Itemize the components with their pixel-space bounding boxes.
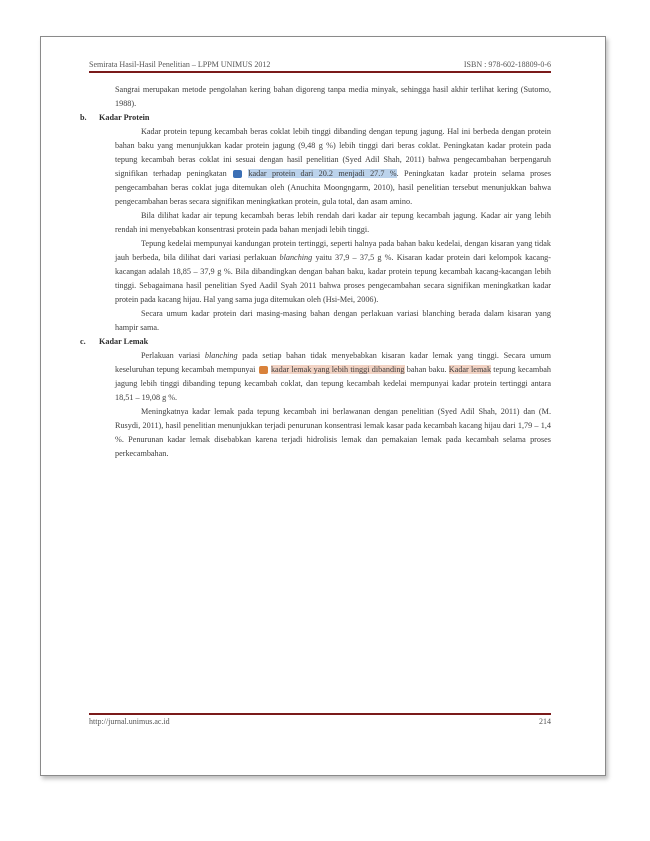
page-body[interactable]: [80, 83, 552, 461]
fat-paragraph-2[interactable]: Meningkatnya kadar lemak pada tepung kecambah ini berlawanan dengan penelitian (Syed Adil Shah, 2011) dan (M. Rusydi, 2011), hasil penelitian menunjukkan terjadi penurunan konsentrasi lemak kasar pada kecambah kacang hijau dari 1,79 – 1,4 %. Penurunan kadar lemak disebabkan karena terjadi hidrolisis lemak dan pemakaian lemak pada kecambah selama proses perkecambahan.: [115, 407, 551, 458]
protein-p3-italic: blanching: [279, 253, 313, 262]
section-b-heading: [80, 111, 551, 125]
protein-p3-end: yaitu 37,9 – 37,5 g %. Kisaran kadar protein dari kelompok kacang-kacangan adalah 18,85 – 37,9 g %. Bila dibandingkan dengan bahan baku, kadar protein tepung kecambah kacang-kacangan lebih tinggi. Sebagaimana hasil penelitian Syed Aadil Syah 2011 bahwa proses pengecambahan secara signifikan meningkatkan kadar protein pada kacang hijau. Hal yang sama juga ditemukan oleh (Hsi-Mei, 2006).: [115, 253, 551, 304]
highlighted-text-protein[interactable]: kadar protein dari 20.2 menjadi 27.7 %: [248, 169, 397, 178]
section-b-letter: b.: [80, 113, 87, 122]
footer-rule: [89, 713, 551, 715]
fat-p1-c: bahan baku.: [406, 365, 447, 374]
protein-paragraph-3[interactable]: [89, 237, 551, 307]
document-page: [40, 36, 606, 776]
protein-paragraph-2[interactable]: Bila dilihat kadar air tepung kecambah beras lebih rendah dari kadar air tepung kecambah jagung. Kadar air yang lebih rendah ini menyebabkan konsentrasi protein pada bahan menjadi lebih tinggi.: [115, 211, 551, 234]
section-c-title: Kadar Lemak: [99, 337, 149, 346]
running-footer: [89, 717, 551, 729]
header-isbn: ISBN : 978-602-18809-0-6: [463, 60, 551, 69]
header-title: Semirata Hasil-Hasil Penelitian – LPPM UNIMUS 2012: [89, 60, 271, 69]
protein-paragraph-4[interactable]: Secara umum kadar protein dari masing-masing bahan dengan perlakuan variasi blanching berada dalam kisaran yang hampir sama.: [115, 309, 551, 332]
protein-p1-end: . Peningkatan kadar protein selama proses pengecambahan beras coklat juga ditemukan oleh (Anuchita Moongngarm, 2010), hasil penelitian tersebut menunjukkan bahwa pengecambahan beras secara signifikan meningkatkan protein, gula total, dan asam amino.: [115, 169, 552, 206]
section-c-letter: c.: [80, 337, 86, 346]
protein-p1-start: Kadar protein tepung kecambah beras coklat lebih tinggi dibanding dengan tepung jagung. Hal ini berbeda dengan protein bahan baku yang menunjukkan kadar protein jagung (9,48 g %) lebih tinggi dari beras coklat. Peningkatan kadar protein pada tepung kecambah beras coklat ini sesuai dengan hasil penelitian (Syed Adil Shah, 2011) bahwa pengecambahan berpengaruh signifikan terhadap peningkatan: [115, 127, 551, 178]
page-number: 214: [539, 717, 551, 726]
fat-p1-d: tepung kecambah jagung lebih tinggi dibanding tepung kecambah coklat, dan tepung kecambah kedelai mempunyai kadar protein tertinggi antara 18,51 – 19,08 g %.: [115, 365, 552, 402]
fat-p1-a: Perlakuan variasi: [141, 351, 201, 360]
comment-marker-icon[interactable]: [233, 170, 242, 178]
highlighted-text-fat-1[interactable]: kadar lemak yang lebih tinggi dibanding: [270, 365, 405, 374]
protein-p3-start: Tepung kedelai mempunyai kandungan protein tertinggi, seperti halnya pada bahan baku kedelai, dengan kisaran yang tidak jauh berbeda, bila dilihat dari variasi perlakuan: [115, 239, 551, 262]
header-rule: [89, 71, 551, 73]
intro-paragraph[interactable]: Sangrai merupakan metode pengolahan kering bahan digoreng tanpa media minyak, sehingga hasil akhir terlihat kering (Sutomo, 1988).: [115, 85, 551, 108]
protein-paragraph-1[interactable]: [89, 125, 551, 209]
fat-paragraph-1[interactable]: [89, 349, 551, 405]
highlighted-text-fat-2[interactable]: Kadar lemak: [448, 365, 492, 374]
section-b-title: Kadar Protein: [99, 113, 150, 122]
fat-p1-italic: blanching: [204, 351, 238, 360]
section-c-heading: [80, 335, 551, 349]
footer-url[interactable]: http://jurnal.unimus.ac.id: [89, 717, 170, 726]
comment-marker-icon[interactable]: [259, 366, 268, 374]
fat-p1-b: pada setiap bahan tidak menyebabkan kisaran kadar lemak yang tinggi. Secara umum keseluruhan tepung kecambah mempunyai: [115, 351, 552, 374]
